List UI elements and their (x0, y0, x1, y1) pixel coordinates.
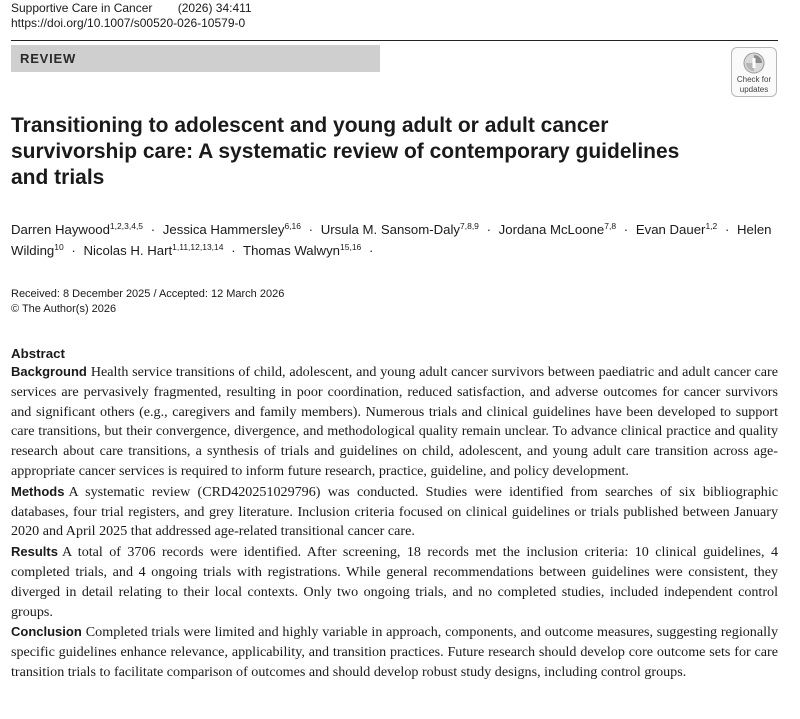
abstract-results (11, 542, 778, 622)
journal-name: Supportive Care in Cancer (11, 1, 153, 15)
author-name: Jordana McLoone (498, 222, 605, 237)
author-name: Helen Wilding (11, 222, 772, 258)
section-label: Background (11, 364, 87, 379)
doi-link[interactable]: https://doi.org/10.1007/s00520-026-10579-0 (11, 16, 246, 30)
received-accepted-dates: Received: 8 December 2025 / Accepted: 12 March 2026 (11, 288, 285, 300)
author[interactable] (321, 222, 479, 237)
author-separator: · (368, 243, 374, 258)
abstract-background (11, 362, 778, 482)
abstract-heading: Abstract (11, 346, 65, 361)
author-name: Nicolas H. Hart (83, 243, 173, 258)
abstract-body (11, 362, 778, 683)
check-label-2: updates (739, 85, 769, 94)
section-text: Health service transitions of child, adolescent, and young adult cancer survivors between paediatric and adult cancer care services are pervasively fragmented, resulting in poor coordination, reduced satisfaction, and adverse outcomes for cancer survivors and significant others (e.g., caregivers and family members). Numerous trials and clinical guidelines have been developed to support care transitions, but their convergence, divergence, and methodological quality remain unclear. To advance clinical practice and quality research about care transitions, a synthesis of trials and guidelines on child, adolescent, and young adult care transition across age-appropriate cancer services is required to inform future research, practice, guideline, and policy development. (11, 364, 778, 479)
section-label: Results (11, 544, 58, 560)
section-text: Completed trials were limited and highly variable in approach, components, and outcome measures, suggesting regionally specific guidelines enhance relevance, applicability, and transition practices. Future research should develop core outcome sets for care transition trials to facilitate comparison of outcomes and should develop robust study designs, including control groups. (11, 624, 778, 680)
author-affiliations: 7,8 (604, 221, 617, 231)
author-name: Thomas Walwyn (243, 243, 341, 258)
author-name: Darren Haywood (11, 222, 110, 237)
abstract-methods (11, 482, 778, 542)
author-separator: · (623, 222, 629, 237)
author[interactable] (11, 222, 143, 237)
article-title: Transitioning to adolescent and young adult or adult cancer survivorship care: A systematic review of contemporary guidelines and trials (11, 114, 680, 189)
section-text: A systematic review (CRD420251029796) was conducted. Studies were identified from searches of six bibliographic databases, four trial registers, and grey literature. Inclusion criteria focused on clinical guidelines or trials published between January 2020 and April 2025 that addressed age-related transitional cancer care. (11, 483, 778, 540)
author-name: Ursula M. Sansom-Daly (320, 222, 460, 237)
abstract-conclusion (11, 622, 778, 682)
author-affiliations: 1,2 (705, 221, 718, 231)
author-list (11, 219, 786, 261)
author[interactable] (163, 222, 301, 237)
author-separator: · (71, 243, 76, 258)
author[interactable] (83, 243, 223, 258)
check-for-updates-button[interactable] (731, 47, 777, 97)
check-label-1: Check for (736, 75, 772, 84)
copyright: © The Author(s) 2026 (11, 303, 117, 315)
author-separator: · (486, 222, 491, 237)
section-text: A total of 3706 records were identified. After screening, 18 records met the inclusion criteria: 10 clinical guidelines, 4 completed trials, and 4 ongoing trials with registrations. While general recommendations between guidelines were consistent, they diverged in detail relating to their local contexts. Only two ongoing trials, and no completed studies, included independent control groups. (11, 544, 778, 620)
section-label: Methods (11, 483, 65, 499)
journal-line (11, 1, 252, 16)
author[interactable] (499, 222, 616, 237)
citation: (2026) 34:411 (177, 1, 252, 15)
crossmark-icon (743, 52, 765, 74)
author-affiliations: 15,16 (340, 242, 362, 252)
header-rule (11, 40, 778, 41)
author[interactable] (243, 243, 361, 258)
author-affiliations: 1,2,3,4,5 (109, 221, 144, 231)
author-affiliations: 1,11,12,13,14 (172, 242, 224, 252)
author-affiliations: 6,16 (284, 221, 301, 231)
section-label: Conclusion (11, 624, 82, 640)
author-name: Jessica Hammersley (162, 222, 285, 237)
author-affiliations: 10 (54, 242, 64, 252)
author-separator: · (308, 222, 314, 237)
author-separator: · (231, 243, 236, 258)
article-type-band: REVIEW (11, 45, 380, 72)
author[interactable] (636, 222, 717, 237)
author-separator: · (150, 222, 156, 237)
author-affiliations: 7,8,9 (460, 221, 479, 231)
author-separator: · (724, 222, 730, 237)
author-name: Evan Dauer (635, 222, 706, 237)
